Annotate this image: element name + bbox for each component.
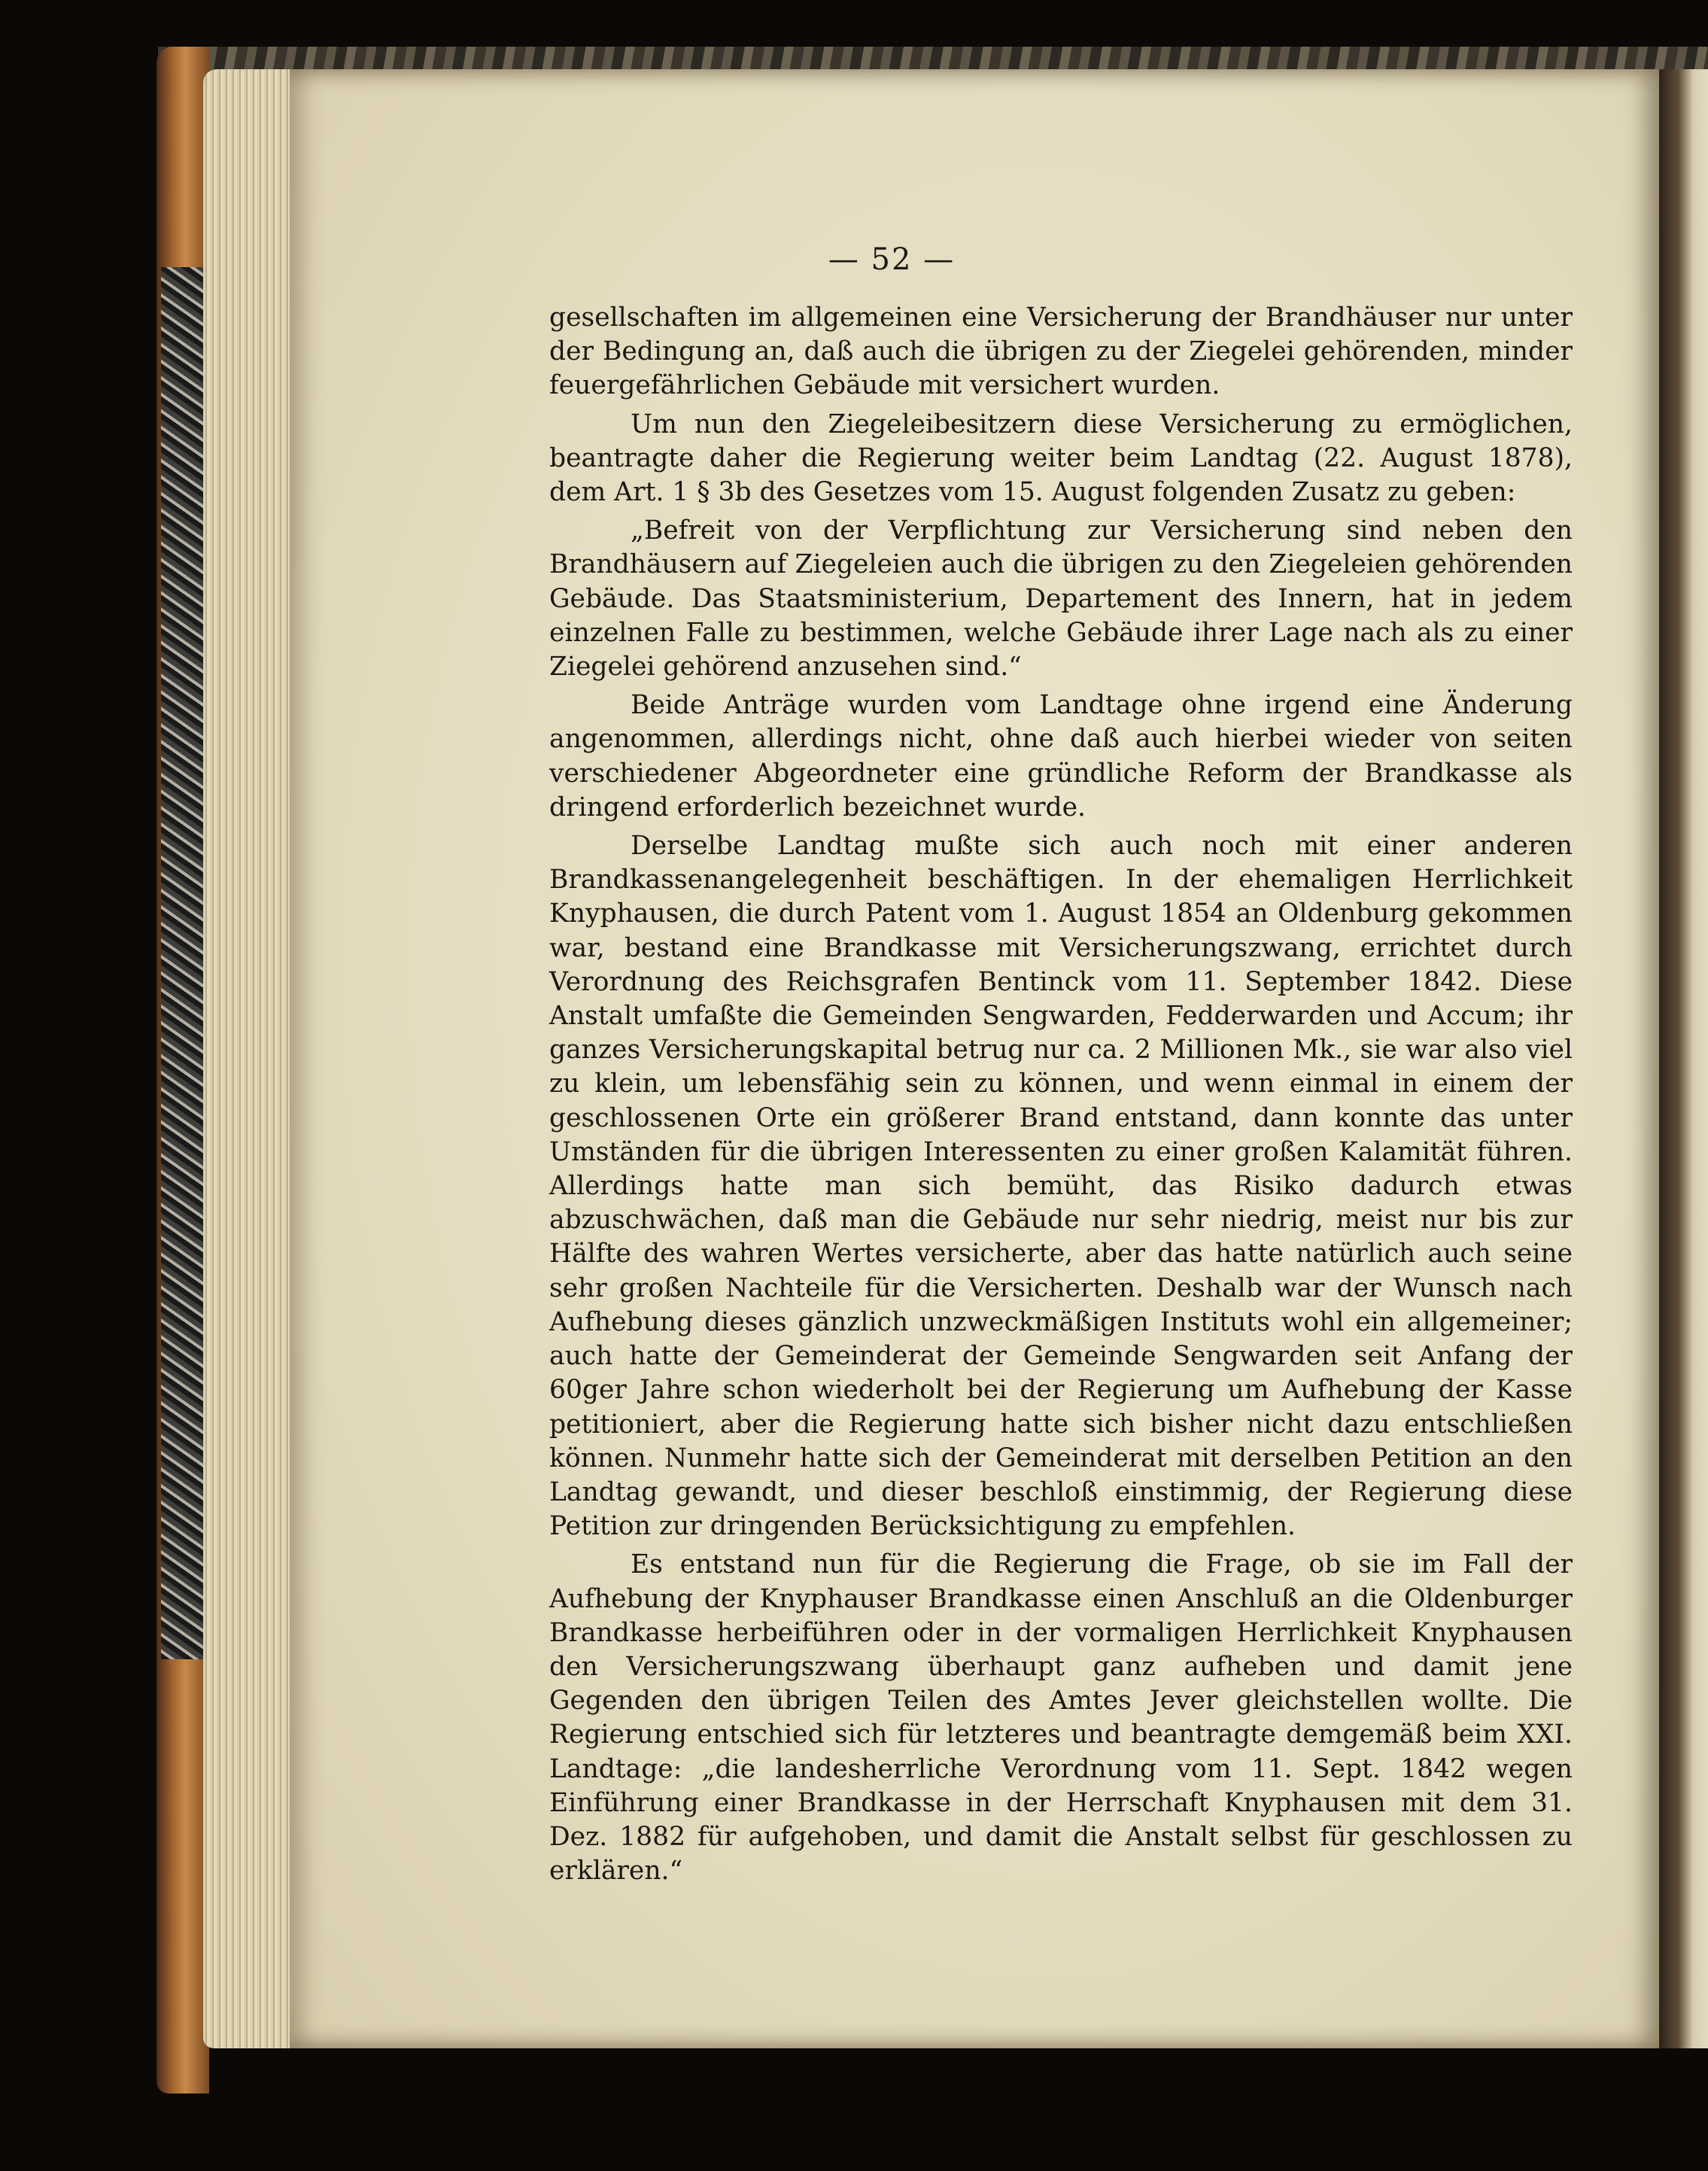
paragraph: gesellschaften im allgemeinen eine Versicherung der Brandhäuser nur unter der Bedingung an, daß auch die übrigen zu der Ziegelei gehörenden, minder feuergefährlichen Gebäude mit versichert wurden.	[549, 303, 1573, 401]
quoted-paragraph: „Befreit von der Verpflichtung zur Versicherung sind neben den Brandhäusern auf Ziegeleien auch die übrigen zu den Ziegeleien gehörenden Gebäude. Das Staatsministerium, Departement des Innern, hat in jedem einzelnen Falle zu bestimmen, welche Gebäude ihrer Lage nach als zu einer Ziegelei gehörend anzusehen sind.“	[549, 515, 1573, 683]
marbled-cover-strip	[161, 267, 203, 1659]
paragraph: Derselbe Landtag mußte sich auch noch mit einer anderen Brandkassenangelegenheit beschäftigen. In der ehemaligen Herrlichkeit Knyphausen, die durch Patent vom 1. August 1854 an Oldenburg gekommen war, bestand eine Brandkasse mit Versicherungszwang, errichtet durch Verordnung des Reichsgrafen Bentinck vom 11. September 1842. Diese Anstalt umfaßte die Gemeinden Sengwarden, Fedderwarden und Accum; ihr ganzes Versicherungskapital betrug nur ca. 2 Millionen Mk., sie war also viel zu klein, um lebensfähig sein zu können, und wenn einmal in einem der geschlossenen Orte ein größerer Brand entstand, dann konnte das unter Umständen für die übrigen Interessenten zu einer großen Kalamität führen. Allerdings hatte man sich bemüht, das Risiko dadurch etwas abzuschwächen, daß man die Gebäude nur sehr niedrig, meist nur bis zur Hälfte des wahren Wertes versicherte, aber das hatte natürlich auch seine sehr großen Nachteile für die Versicherten. Deshalb war der Wunsch nach Aufhebung dieses gänzlich unzweckmäßigen Instituts wohl ein allgemeiner; auch hatte der Gemeinderat der Gemeinde Sengwarden seit Anfang der 60ger Jahre schon wiederholt bei der Regierung um Aufhebung der Kasse petitioniert, aber die Regierung hatte sich bisher nicht dazu entschließen können. Nunmehr hatte sich der Gemeinderat mit derselben Petition an den Landtag gewandt, und dieser beschloß einstimmig, der Regierung diese Petition zur dringenden Berücksichtigung zu empfehlen.	[549, 831, 1573, 1542]
page-number: — 52 —	[828, 242, 956, 277]
page-body-text	[549, 301, 1573, 1893]
page-edges-stack	[203, 69, 293, 2048]
paragraph: Um nun den Ziegeleibesitzern diese Versicherung zu ermöglichen, beantragte daher die Regierung weiter beim Landtag (22. August 1878), dem Art. 1 § 3b des Gesetzes vom 15. August folgenden Zusatz zu geben:	[549, 409, 1573, 508]
paragraph: Es entstand nun für die Regierung die Frage, ob sie im Fall der Aufhebung der Knyphauser Brandkasse einen Anschluß an die Oldenburger Brandkasse herbeiführen oder in der vormaligen Herrlichkeit Knyphausen den Versicherungszwang überhaupt ganz aufheben und damit jene Gegenden den übrigen Teilen des Amtes Jever gleichstellen wollte. Die Regierung entschied sich für letzteres und beantragte demgemäß beim XXI. Landtage: „die landesherrliche Verordnung vom 11. Sept. 1842 wegen Einführung einer Brandkasse in der Herrschaft Knyphausen mit dem 31. Dez. 1882 für aufgehoben, und damit die Anstalt selbst für geschlossen zu erklären.“	[549, 1549, 1573, 1887]
paragraph: Beide Anträge wurden vom Landtage ohne irgend eine Änderung angenommen, allerdings nicht, ohne daß auch hierbei wieder von seiten verschiedener Abgeordneter eine gründliche Reform der Brandkasse als dringend erforderlich bezeichnet wurde.	[549, 690, 1573, 822]
book-gutter-right	[1659, 69, 1708, 2048]
